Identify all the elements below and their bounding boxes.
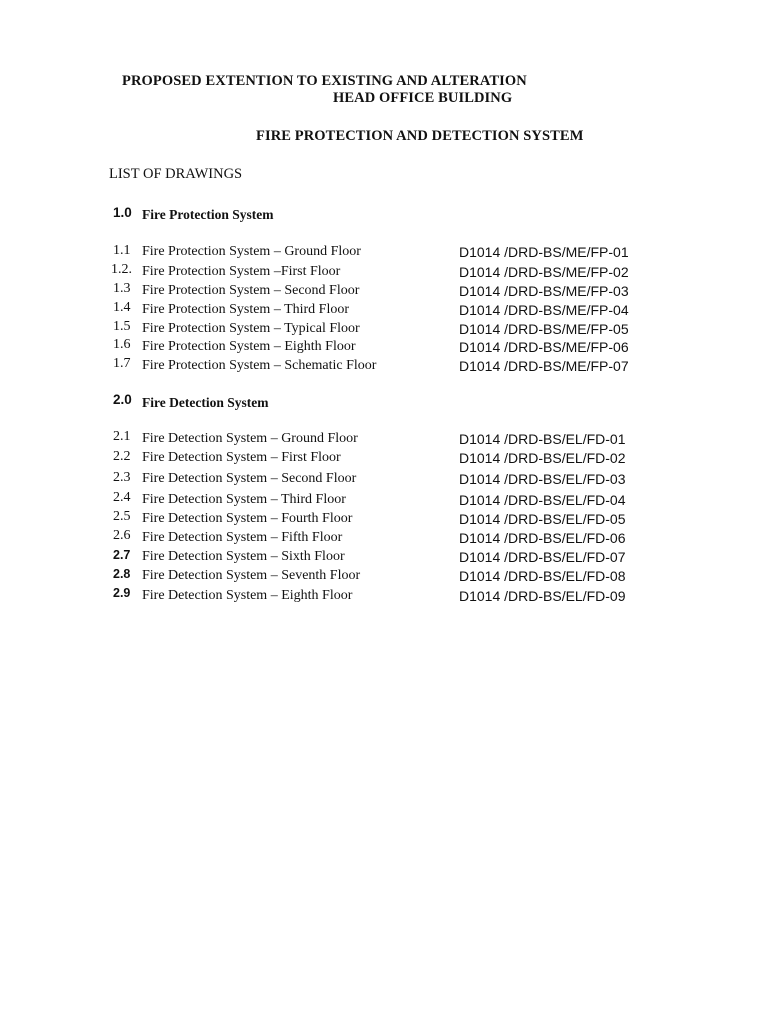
drawing-number: 1.6 — [113, 337, 131, 352]
drawing-number: 2.8 — [113, 567, 131, 581]
drawing-code: D1014 /DRD-BS/EL/FD-01 — [459, 431, 626, 447]
drawing-number: 2.7 — [113, 548, 131, 562]
section-number: 2.0 — [113, 392, 132, 407]
drawing-title: Fire Protection System – Ground Floor — [142, 244, 361, 259]
drawing-number: 1.4 — [113, 300, 131, 315]
drawing-code: D1014 /DRD-BS/ME/FP-02 — [459, 264, 629, 280]
drawing-code: D1014 /DRD-BS/EL/FD-07 — [459, 549, 626, 565]
drawing-number: 2.3 — [113, 470, 131, 485]
drawing-code: D1014 /DRD-BS/EL/FD-03 — [459, 471, 626, 487]
drawing-code: D1014 /DRD-BS/ME/FP-03 — [459, 283, 629, 299]
drawing-number: 1.5 — [113, 319, 131, 334]
drawing-number: 2.9 — [113, 586, 131, 600]
list-heading: LIST OF DRAWINGS — [109, 166, 243, 182]
drawing-title: Fire Protection System –First Floor — [142, 264, 341, 279]
drawing-title: Fire Detection System – Sixth Floor — [142, 549, 345, 564]
document-subtitle: FIRE PROTECTION AND DETECTION SYSTEM — [256, 128, 584, 144]
drawing-title: Fire Detection System – Fourth Floor — [142, 511, 353, 526]
drawing-title: Fire Protection System – Third Floor — [142, 302, 350, 317]
drawing-code: D1014 /DRD-BS/EL/FD-04 — [459, 492, 626, 508]
drawing-number: 2.6 — [113, 528, 131, 543]
drawing-title: Fire Detection System – Seventh Floor — [142, 568, 361, 583]
drawing-number: 2.1 — [113, 429, 131, 444]
drawing-code: D1014 /DRD-BS/ME/FP-04 — [459, 302, 629, 318]
drawing-code: D1014 /DRD-BS/EL/FD-02 — [459, 450, 626, 466]
document-title-line-2: HEAD OFFICE BUILDING — [333, 90, 513, 106]
drawing-title: Fire Protection System – Typical Floor — [142, 321, 360, 336]
drawing-code: D1014 /DRD-BS/EL/FD-05 — [459, 511, 626, 527]
drawing-number: 2.2 — [113, 449, 131, 464]
section-title: Fire Detection System — [142, 395, 269, 410]
drawing-number: 1.7 — [113, 356, 131, 371]
drawing-code: D1014 /DRD-BS/ME/FP-01 — [459, 244, 629, 260]
drawing-title: Fire Protection System – Schematic Floor — [142, 358, 377, 373]
drawing-title: Fire Protection System – Eighth Floor — [142, 339, 356, 354]
drawing-number: 1.1 — [113, 243, 131, 258]
document-title-line-1: PROPOSED EXTENTION TO EXISTING AND ALTERATION — [122, 73, 527, 89]
drawing-code: D1014 /DRD-BS/EL/FD-06 — [459, 530, 626, 546]
drawing-title: Fire Detection System – Third Floor — [142, 492, 346, 507]
drawing-title: Fire Protection System – Second Floor — [142, 283, 360, 298]
drawing-number: 1.2. — [111, 262, 132, 277]
section-number: 1.0 — [113, 205, 132, 220]
drawing-number: 2.5 — [113, 509, 131, 524]
drawing-code: D1014 /DRD-BS/ME/FP-06 — [459, 339, 629, 355]
drawing-title: Fire Detection System – Eighth Floor — [142, 588, 353, 603]
section-title: Fire Protection System — [142, 207, 274, 222]
drawing-number: 2.4 — [113, 490, 131, 505]
drawing-title: Fire Detection System – Ground Floor — [142, 431, 358, 446]
drawing-title: Fire Detection System – First Floor — [142, 450, 341, 465]
drawing-number: 1.3 — [113, 281, 131, 296]
drawing-code: D1014 /DRD-BS/EL/FD-08 — [459, 568, 626, 584]
drawing-title: Fire Detection System – Fifth Floor — [142, 530, 343, 545]
drawing-title: Fire Detection System – Second Floor — [142, 471, 357, 486]
drawing-code: D1014 /DRD-BS/ME/FP-05 — [459, 321, 629, 337]
drawing-code: D1014 /DRD-BS/ME/FP-07 — [459, 358, 629, 374]
drawing-code: D1014 /DRD-BS/EL/FD-09 — [459, 588, 626, 604]
